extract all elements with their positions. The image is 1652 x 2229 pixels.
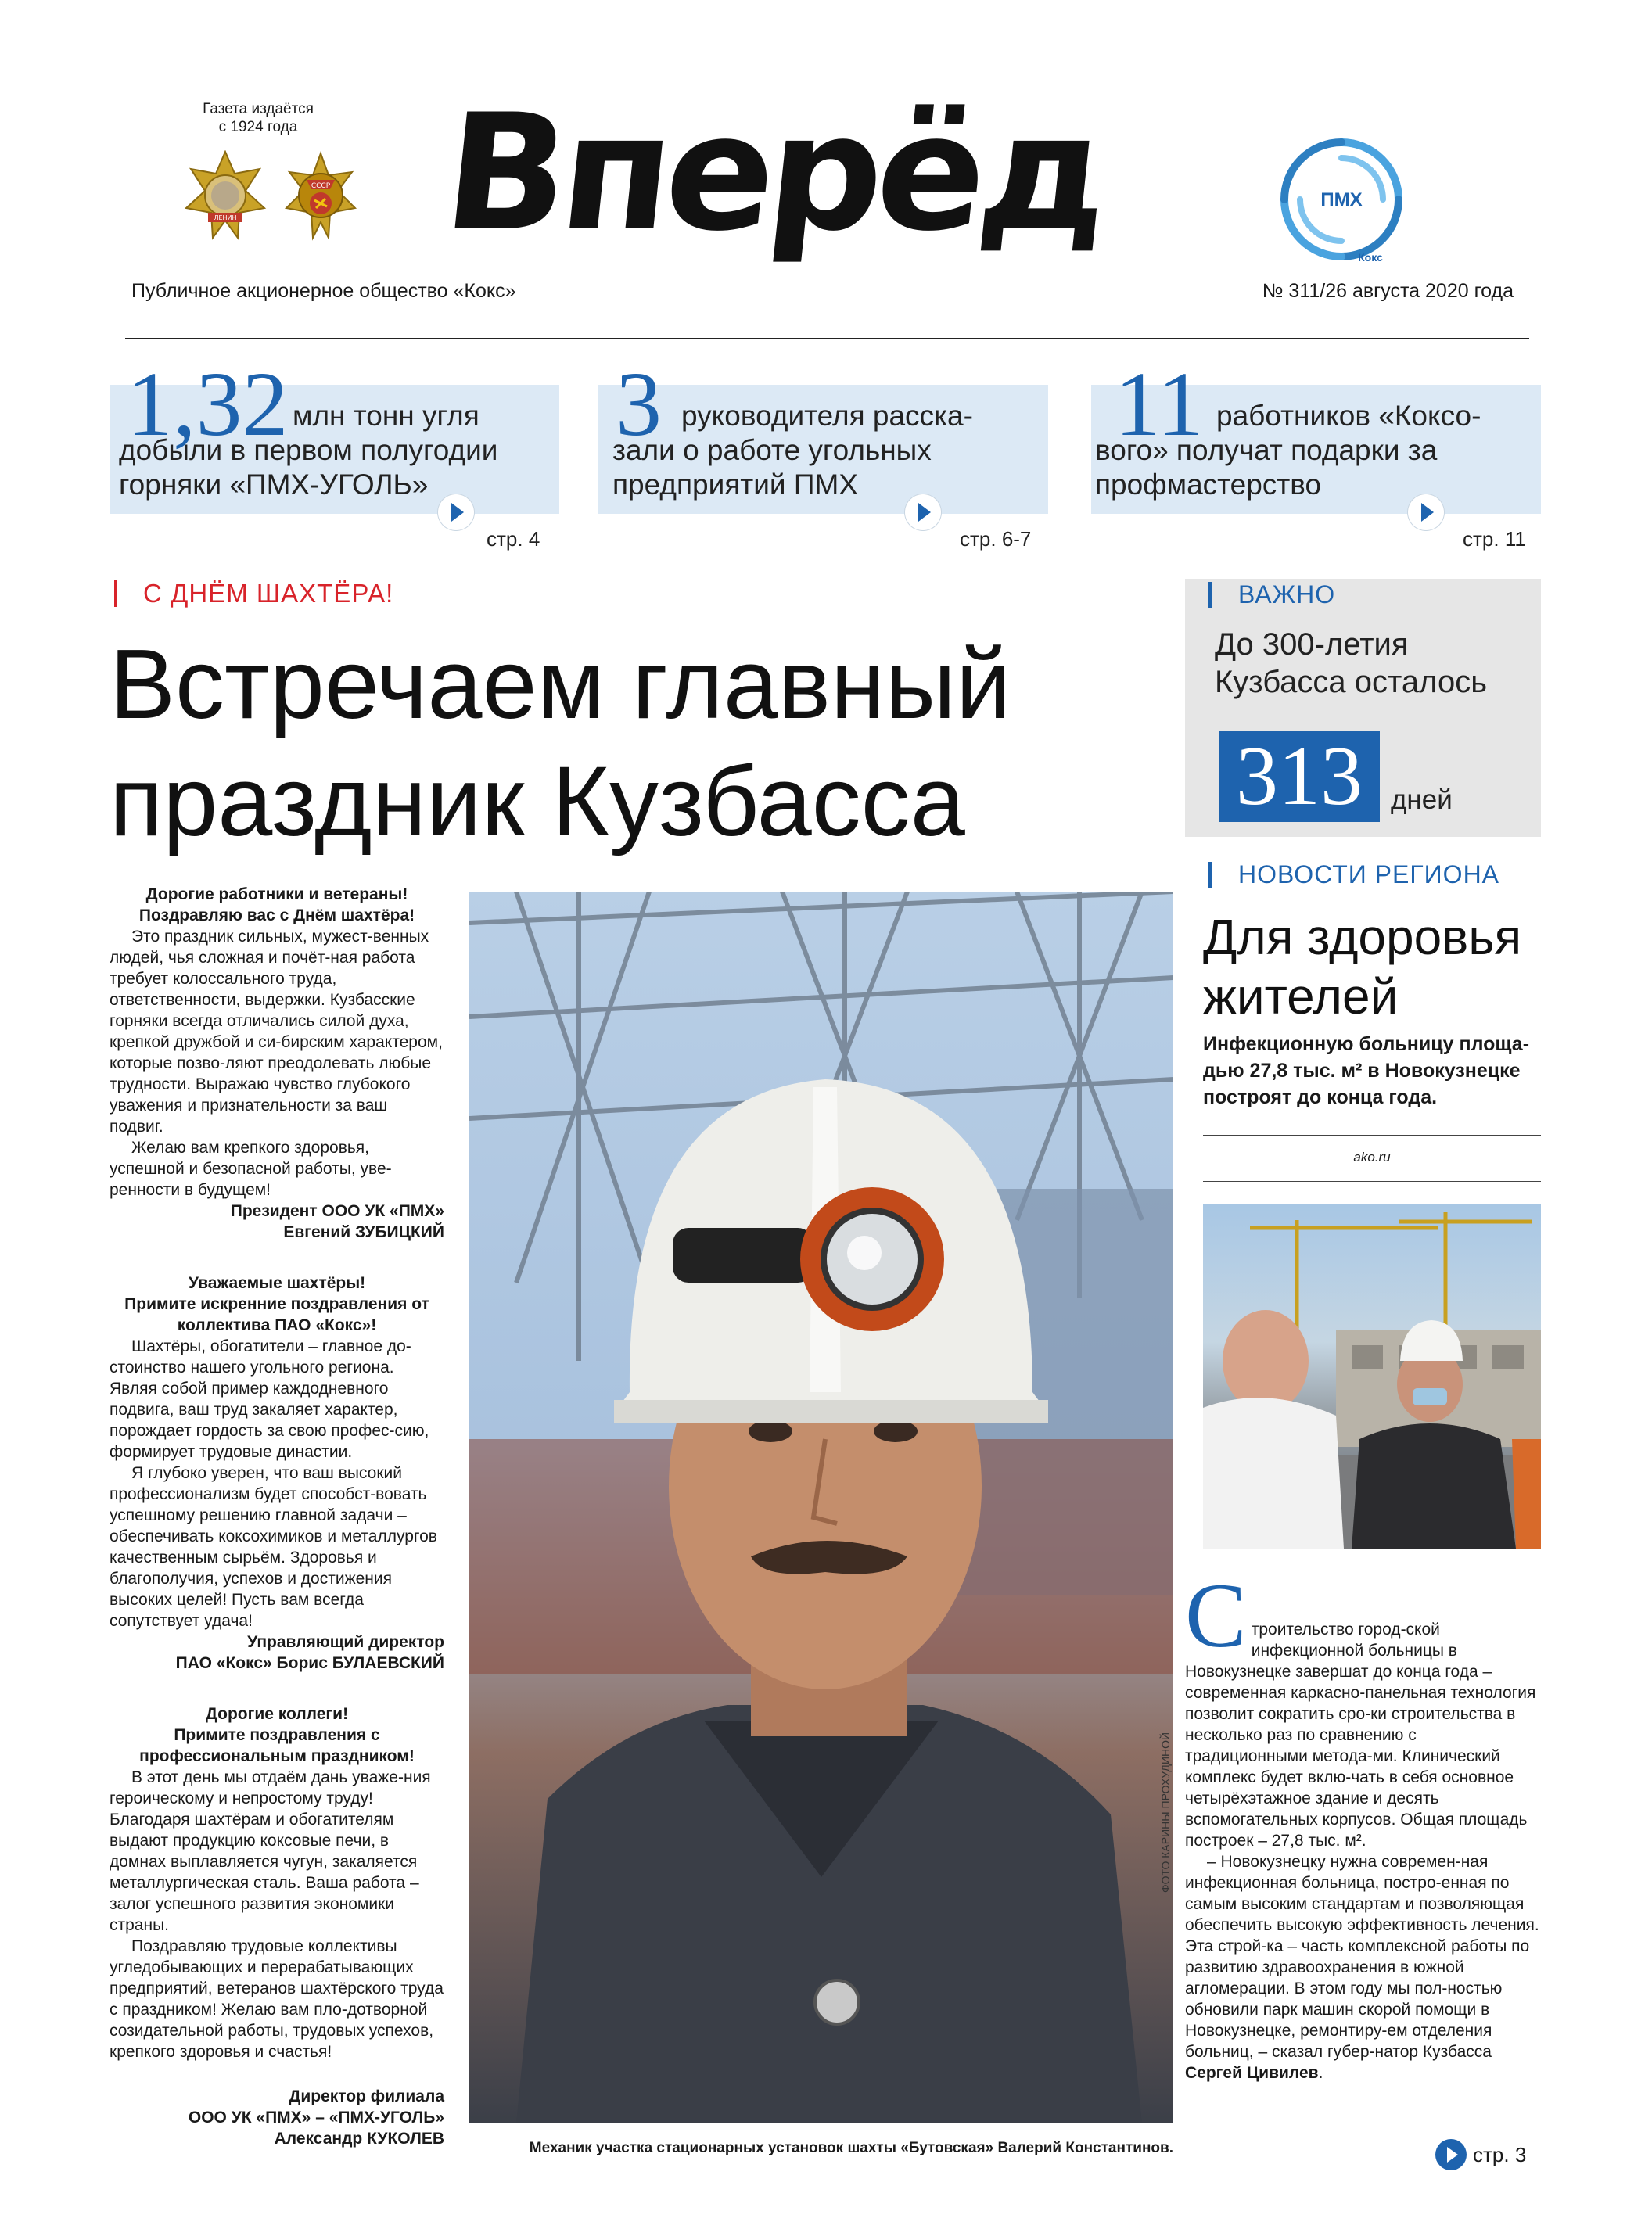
greeting-2-body: Шахтёры, обогатители – главное до-стоинство нашего угольного региона. Являя собой пример каждодневного подвига, ваш труд закаляет характер, порождает гордость за свою профес-сию, формирует трудовые династии.: [110, 1337, 429, 1461]
masthead-rule: [125, 338, 1529, 339]
greeting-2-signature-name: ПАО «Кокс» Борис БУЛАЕВСКИЙ: [175, 1654, 444, 1672]
greeting-3-heading: Дорогие коллеги!: [205, 1705, 349, 1723]
teaser-number: 3: [616, 353, 662, 455]
order-of-lenin-icon: [186, 152, 264, 238]
greeting-2-heading: Уважаемые шахтёры!: [188, 1274, 366, 1292]
article-author: Сергей Цивилев: [1185, 2064, 1319, 2082]
publisher: Публичное акционерное общество «Кокс»: [131, 280, 516, 302]
region-news-source: ako.ru: [1353, 1150, 1391, 1165]
greeting-1-body-2: Желаю вам крепкого здоровья, успешной и безопасной работы, уве-ренности в будущем!: [110, 1139, 392, 1199]
greeting-3-signature-name: Александр КУКОЛЕВ: [274, 2130, 444, 2148]
order-2-text: СССР: [311, 182, 331, 190]
orders-emblem: [178, 150, 369, 252]
arrow-right-icon[interactable]: [1435, 2139, 1467, 2170]
since-note: [180, 100, 336, 136]
rubric-bar: [1208, 862, 1212, 888]
miner-illustration: [469, 892, 1173, 2123]
days-label: дней: [1391, 784, 1453, 815]
days-count: 313: [1219, 731, 1380, 822]
teaser-page: стр. 4: [487, 527, 540, 551]
article-paragraph-2: – Новокузнецку нужна современ-ная инфекционная больница, постро-енная по самым высоким стандартам и позволяющая обеспечить высокую эффективность лечения. Эта строй-ка – часть комплексной работы по развитию здравоохранения в южной агломерации. В этом году мы пол-ностью обновили парк машин скорой помощи в Новокузнецке, ремонтиру-ем отделения больниц, – сказал губер-натор Кузбасса Сергей Цивилев.: [1185, 1853, 1539, 2082]
greeting-2-body-2: Я глубоко уверен, что ваш высокий профессионализм будет способст-вовать успешному решению главной задачи – обеспечивать коксохимиков и металлургов качественным сырьём. Здоровья и благополучия, успехов и достижения высоких целей! Пусть вам всегда сопутствует удача!: [110, 1464, 437, 1630]
pmx-logo-icon: [1275, 133, 1408, 266]
order-1-text: ЛЕНИН: [214, 214, 237, 221]
arrow-right-icon: [905, 494, 941, 530]
logo-text: ПМХ: [1320, 189, 1363, 210]
greeting-3-subheading: Примите поздравления с профессиональным праздником!: [139, 1726, 415, 1765]
arrow-right-icon: [438, 494, 474, 530]
issue-number: № 311/26 августа 2020 года: [1262, 280, 1514, 302]
article-paragraph-1-text: троительство город-ской инфекционной больницы в Новокузнецке завершат до конца года – современная каркасно-панельная технология позволит сократить сро-ки строительства в несколько раз по сравнению с традиционными метода-ми. Клинический комплекс будет вклю-чать в себя основное четырёхэтажное здание и десять вспомогательных корпусов. Общая площадь построек – 27,8 тыс. м².: [1185, 1621, 1536, 1850]
photo-caption: Механик участка стационарных установок шахты «Бутовская» Валерий Константинов.: [529, 2140, 1173, 2156]
greeting-1-subheading: Поздравляю вас с Днём шахтёра!: [138, 906, 415, 924]
greeting-1-heading: Дорогие работники и ветераны!: [145, 885, 408, 903]
important-rubric: ВАЖНО: [1238, 580, 1336, 608]
greeting-1-signature: Президент ООО УК «ПМХ»: [230, 1202, 444, 1220]
since-line-1: Газета издаётся: [203, 101, 314, 117]
teaser-3[interactable]: [1091, 353, 1541, 551]
main-headline: Встречаем главный праздник Кузбасса: [110, 629, 1011, 856]
dropcap: С: [1185, 1564, 1247, 1667]
greeting-3-signature: Директор филиала: [289, 2087, 444, 2105]
region-news-headline: Для здоровья жителей: [1203, 909, 1522, 1025]
newspaper-title: Вперёд: [436, 81, 1113, 267]
divider: [1203, 1181, 1541, 1182]
region-news-article: [1185, 1564, 1543, 2084]
rubric-bar: [114, 580, 117, 607]
construction-illustration: [1203, 1204, 1541, 1549]
greeting-2-subheading: Примите искренние поздравления от коллектива ПАО «Кокс»!: [124, 1295, 429, 1334]
greeting-3-body: В этот день мы отдаём дань уваже-ния героическому и непростому труду! Благодаря шахтёрам и обогатителям выдают продукцию коксовые печи, в домнах выплавляется чугун, закаляется металлургическая сталь. Ваша работа – залог успешного развития экономики страны.: [110, 1768, 431, 1934]
important-text: До 300-летия Кузбасса осталось: [1215, 627, 1488, 699]
teaser-number: 1,32: [127, 353, 289, 455]
since-line-2: с 1924 года: [218, 119, 298, 135]
greeting-2-signature: Управляющий директор: [247, 1633, 444, 1651]
article-continue-page[interactable]: стр. 3: [1473, 2143, 1527, 2166]
miner-photo: [469, 892, 1173, 2123]
teaser-page: стр. 6-7: [960, 527, 1032, 551]
rubric-bar: [1208, 582, 1212, 608]
logo-subtext: Кокс: [1358, 251, 1383, 264]
order-of-red-banner-icon: [286, 153, 355, 238]
teaser-text: млн тонн угля добыли в первом полугодии горняки «ПМХ-УГОЛЬ»: [119, 400, 498, 501]
rubric-label: С ДНЁМ ШАХТЁРА!: [143, 579, 394, 608]
region-news-rubric: НОВОСТИ РЕГИОНА: [1238, 860, 1500, 888]
greeting-1-body: Это праздник сильных, мужест-венных людей, чья сложная и почёт-ная работа требует колоссального труда, ответственности, выдержки. Кузбасские горняки всегда отличались силой духа, крепкой дружбой и си-бирским характером, которые позво-ляют преодолевать любые трудности. Выражаю чувство глубокого уважения и признательности за ваш подвиг.: [110, 928, 443, 1136]
construction-photo: [1203, 1204, 1541, 1549]
photo-credit: ФОТО КАРИНЫ ПРОХУДИНОЙ: [1159, 1732, 1172, 1893]
greeting-1-signature-name: Евгений ЗУБИЦКИЙ: [283, 1223, 444, 1241]
divider: [1203, 1135, 1541, 1136]
teaser-text: работников «Коксо-вого» получат подарки за профмастерство: [1095, 400, 1481, 501]
teaser-text: руководителя расска-зали о работе угольных предприятий ПМХ: [612, 400, 973, 501]
greeting-3-signature-org: ООО УК «ПМХ» – «ПМХ-УГОЛЬ»: [188, 2109, 444, 2127]
article-paragraph-2-text: – Новокузнецку нужна современ-ная инфекционная больница, постро-енная по самым высоким стандартам и позволяющая обеспечить высокую эффективность лечения. Эта строй-ка – часть комплексной работы по развитию здравоохранения в южной агломерации. В этом году мы пол-ностью обновили парк машин скорой помощи в Новокузнецке, ремонтиру-ем отделения больниц, – сказал губер-натор Кузбасса: [1185, 1853, 1539, 2061]
greetings-column: [110, 884, 444, 2149]
region-news-lead: Инфекционную больницу площа-дью 27,8 тыс. м² в Новокузнецке построят до конца года.: [1203, 1033, 1530, 1108]
teaser-1[interactable]: [110, 353, 559, 551]
teaser-page: стр. 11: [1463, 527, 1526, 551]
teaser-number: 11: [1115, 353, 1204, 455]
teaser-2[interactable]: [598, 353, 1048, 551]
greeting-3-body-2: Поздравляю трудовые коллективы угледобывающих и перерабатывающих предприятий, ветеранов шахтёрского труда с праздником! Желаю вам пло-дотворной созидательной работы, трудовых успехов, крепкого здоровья и счастья!: [110, 1937, 444, 2061]
arrow-right-icon: [1408, 494, 1444, 530]
